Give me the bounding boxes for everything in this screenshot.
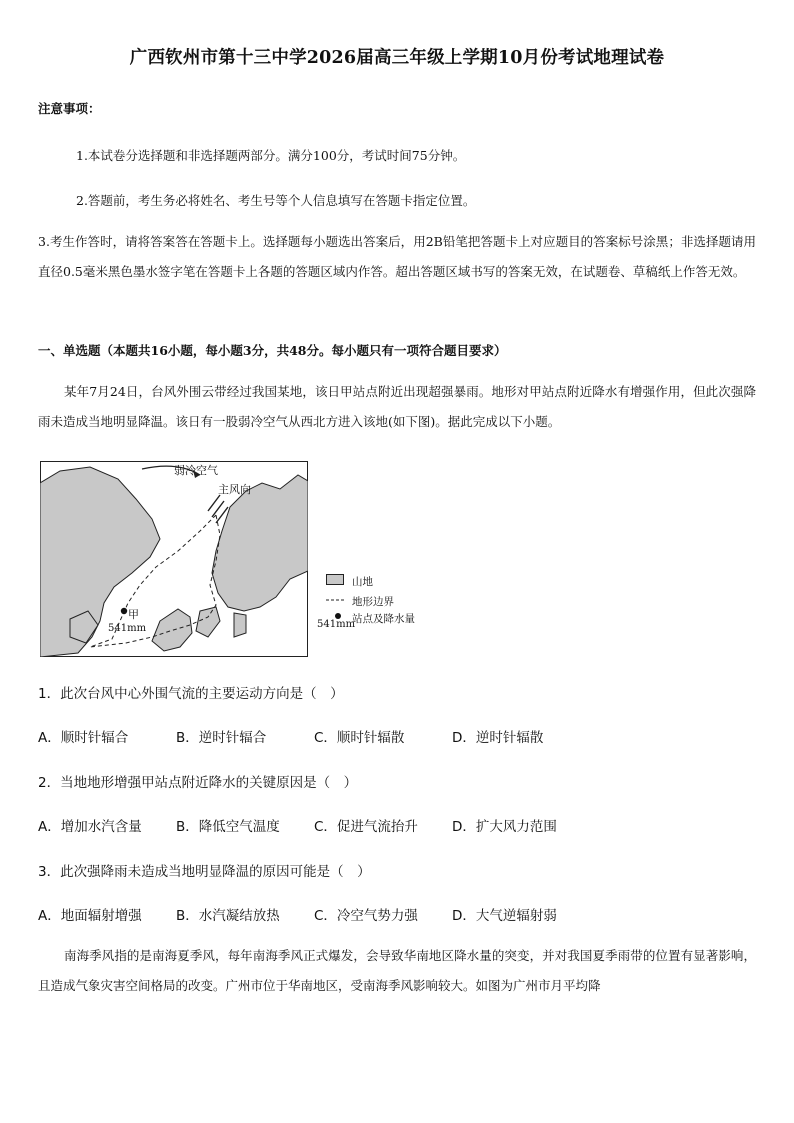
passage-monsoon: 南海季风指的是南海夏季风，每年南海季风正式爆发，会导致华南地区降水量的突变，并对我国夏季雨带的位置有显著影响，且造成气象灾害空间格局的改变。广州市位于华南地区，受南海季风影响较大。如图为广州市月平均降 (38, 948, 756, 993)
legend-mountain-swatch (327, 575, 344, 585)
label-station-jia: 甲 (128, 608, 139, 621)
station-jia-dot (121, 608, 127, 614)
passage-typhoon: 某年7月24日，台风外围云带经过我国某地，该日甲站点附近出现超强暴雨。地形对甲站点附近降水有增强作用，但此次强降雨未造成当地明显降温。该日有一股弱冷空气从西北方进入该地(如下图)。据此完成以下小题。 (38, 384, 756, 429)
label-wind-direction: 主风向 (218, 483, 251, 496)
q2-option-b[interactable]: B．降低空气温度 (176, 819, 280, 835)
page-title: 广西钦州市第十三中学2026届高三年级上学期10月份考试地理试卷 (129, 48, 665, 68)
legend-station-label: 站点及降水量 (352, 613, 415, 625)
q2-option-c[interactable]: C．促进气流抬升 (314, 819, 418, 835)
section-heading: 一、单选题（本题共16小题，每小题3分，共48分。每小题只有一项符合题目要求） (38, 343, 507, 358)
question-1-stem: 1．此次台风中心外围气流的主要运动方向是（ ） (38, 686, 344, 702)
q3-option-a[interactable]: A．地面辐射增强 (38, 908, 142, 924)
question-3-options (38, 904, 590, 924)
legend-mountain-label: 山地 (352, 576, 373, 588)
notice-heading: 注意事项： (38, 101, 101, 116)
notice-item-3: 3.考生作答时，请将答案答在答题卡上。选择题每小题选出答案后，用2B铅笔把答题卡上对应题目的答案标号涂黑；非选择题请用直径0.5毫米黑色墨水签字笔在答题卡上各题的答题区域内作答。超出答题区域书写的答案无效，在试题卷、草稿纸上作答无效。 (38, 234, 756, 279)
q1-option-d[interactable]: D．逆时针辐散 (452, 730, 544, 746)
legend-boundary-label: 地形边界 (352, 596, 394, 608)
mountain-small (234, 613, 246, 637)
q3-option-c[interactable]: C．冷空气势力强 (314, 908, 418, 924)
legend-station-value: 541mm (317, 619, 356, 630)
terrain-map (40, 461, 308, 657)
question-1-options (38, 726, 590, 746)
q1-option-b[interactable]: B．逆时针辐合 (176, 730, 267, 746)
q3-option-b[interactable]: B．水汽凝结放热 (176, 908, 280, 924)
question-2-stem: 2．当地地形增强甲站点附近降水的关键原因是（ ） (38, 775, 358, 791)
q2-option-a[interactable]: A．增加水汽含量 (38, 819, 142, 835)
q1-option-a[interactable]: A．顺时针辐合 (38, 730, 129, 746)
q1-option-c[interactable]: C．顺时针辐散 (314, 730, 405, 746)
question-3-stem: 3．此次强降雨未造成当地明显降温的原因可能是（ ） (38, 864, 371, 880)
q2-option-d[interactable]: D．扩大风力范围 (452, 819, 557, 835)
label-cold-air: 弱冷空气 (174, 464, 218, 477)
question-2-options (38, 815, 590, 835)
q3-option-d[interactable]: D．大气逆辐射弱 (452, 908, 557, 924)
notice-item-2: 2.答题前，考生务必将姓名、考生号等个人信息填写在答题卡指定位置。 (76, 193, 476, 208)
notice-item-1: 1.本试卷分选择题和非选择题两部分。满分100分，考试时间75分钟。 (76, 148, 466, 163)
label-station-precip: 541mm (108, 623, 147, 634)
